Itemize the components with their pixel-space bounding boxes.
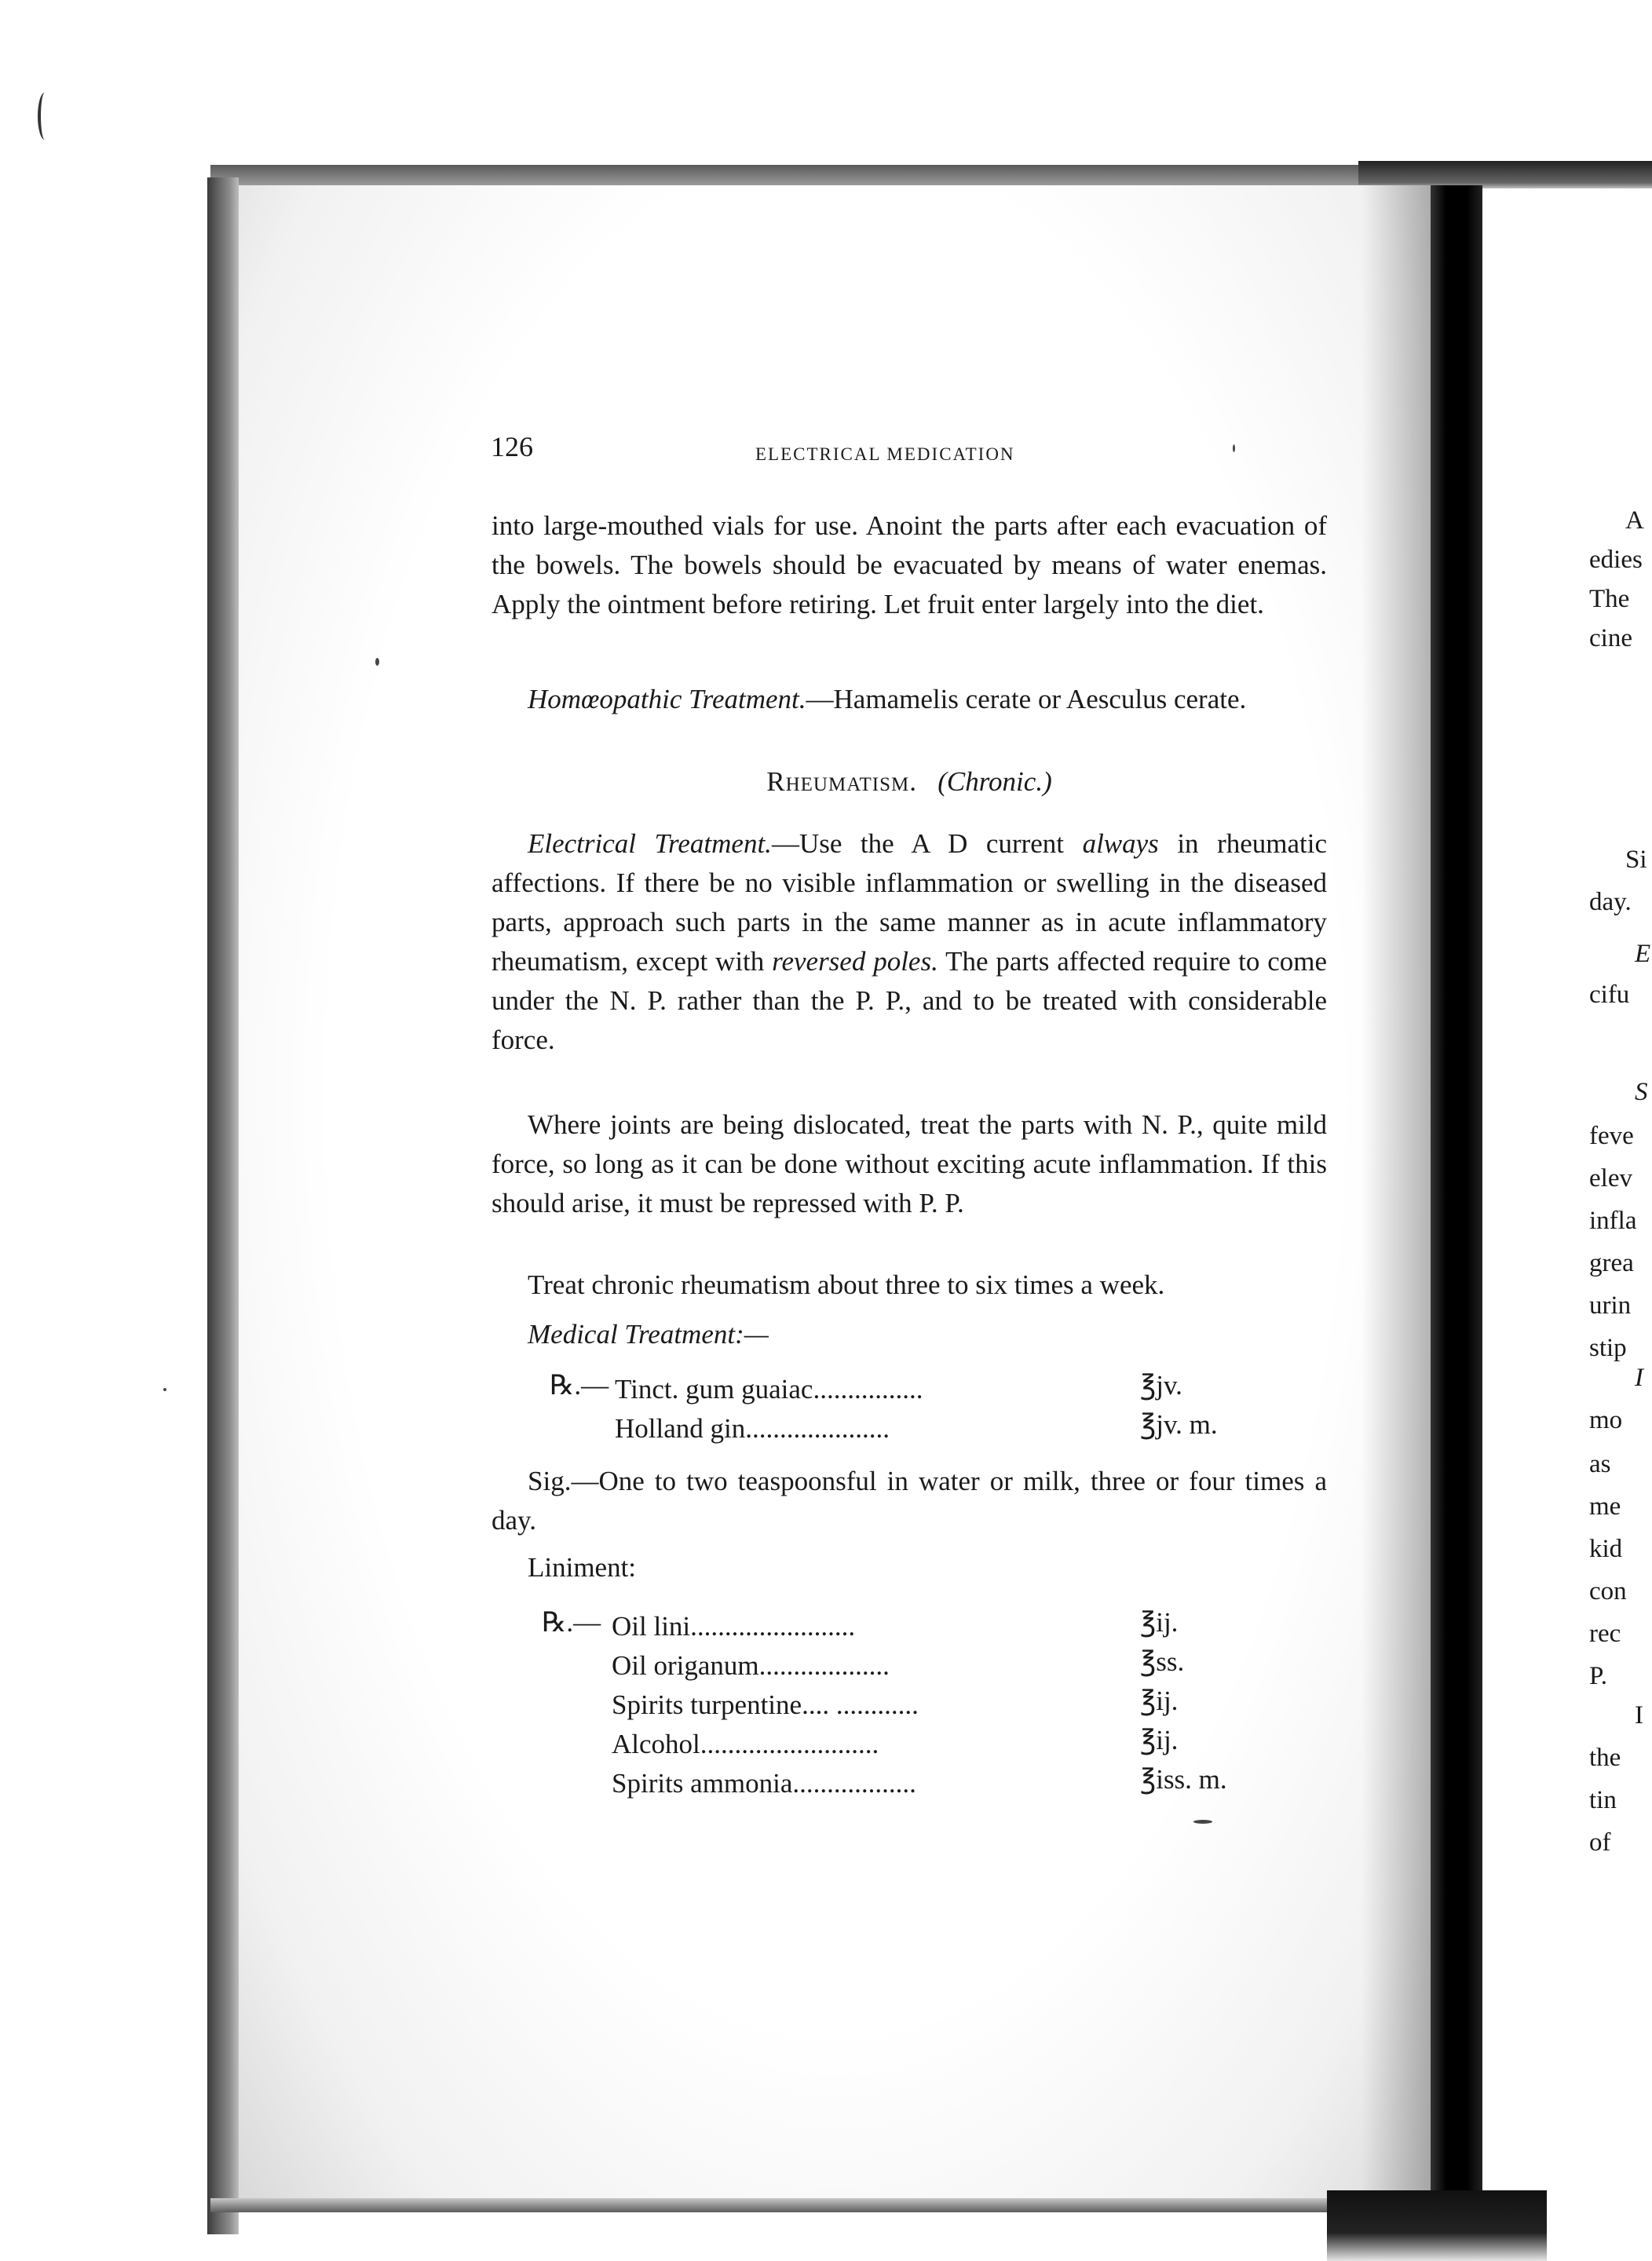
facing-fragment-1: A — [1625, 506, 1644, 535]
paragraph-1 — [492, 506, 1327, 624]
rx2-item-5: Spirits ammonia.................. — [612, 1768, 916, 1799]
heading-rheumatism: Rheumatism. — [766, 766, 917, 797]
rx2-item-4-dose: ℥ij. — [1140, 1725, 1179, 1755]
rx2-item-2-dose: ℥ss. — [1140, 1646, 1185, 1677]
paragraph-joints — [492, 1105, 1327, 1223]
homeopathic-label: Homœopathic Treatment. — [528, 684, 806, 714]
facing-fragment-25: the — [1589, 1744, 1621, 1772]
rx2-item-4: Alcohol.......................... — [612, 1729, 879, 1759]
paragraph-1-text: into large-mouthed vials for use. Anoint the parts after each evacuation of the bowels. The bowels should be evacuated by means of water enemas. Apply the ointment before retiring. Let fruit enter largely into the diet. — [492, 510, 1327, 619]
rx1-item-1-name: Tinct. gum guaiac — [615, 1374, 813, 1404]
rx2-item-1: Oil lini........................ — [612, 1611, 856, 1642]
book-left-edge — [207, 177, 239, 2234]
facing-fragment-26: tin — [1589, 1786, 1617, 1814]
facing-fragment-16: I — [1635, 1364, 1643, 1392]
scan-speck — [1233, 444, 1235, 452]
facing-fragment-7: E — [1635, 940, 1651, 968]
heading-chronic: (Chronic.) — [937, 766, 1052, 797]
rx-symbol-2: ℞.— — [542, 1607, 601, 1638]
medical-treatment-label: Medical Treatment:— — [528, 1319, 769, 1350]
book-gutter — [1431, 185, 1482, 2226]
page-number: 126 — [491, 431, 533, 462]
rx2-item-2: Oil origanum................... — [612, 1650, 890, 1681]
paragraph-sig — [492, 1462, 1327, 1540]
facing-fragment-5: Si — [1625, 846, 1647, 874]
rx2-item-5-name: Spirits ammonia — [612, 1768, 793, 1799]
rx2-item-1-dose: ℥ij. — [1140, 1607, 1179, 1638]
rx2-item-3: Spirits turpentine.... ............ — [612, 1689, 919, 1720]
emphasis-reversed-poles: reversed poles. — [772, 946, 938, 977]
facing-fragment-14: urin — [1589, 1291, 1632, 1320]
facing-fragment-22: rec — [1589, 1620, 1621, 1648]
facing-fragment-9: S — [1635, 1078, 1648, 1106]
facing-fragment-23: P. — [1589, 1662, 1607, 1690]
facing-fragment-3: The — [1589, 585, 1630, 613]
facing-fragment-12: infla — [1589, 1207, 1637, 1235]
facing-fragment-21: con — [1589, 1577, 1627, 1605]
sig-text: Sig.—One to two teaspoonsful in water or milk, three or four times a day. — [492, 1466, 1327, 1536]
facing-fragment-11: elev — [1589, 1164, 1632, 1193]
facing-fragment-19: me — [1589, 1492, 1621, 1521]
rx1-item-2: Holland gin..................... — [615, 1413, 890, 1444]
electrical-text-c: The parts affected require to come under the N. P. rather than the P. P., and to be treated with considerable force. — [492, 946, 1327, 1055]
paragraph-frequency — [492, 1266, 1327, 1305]
rx1-item-2-name: Holland gin — [615, 1413, 746, 1444]
running-head: ELECTRICAL MEDICATION — [755, 444, 1015, 464]
rx2-item-4-name: Alcohol — [612, 1729, 700, 1759]
facing-fragment-10: feve — [1589, 1122, 1634, 1150]
facing-fragment-4: cine — [1589, 624, 1632, 652]
rx-symbol-1: ℞.— — [550, 1370, 609, 1401]
emphasis-always: always — [1082, 828, 1159, 859]
rx2-item-2-name: Oil origanum — [612, 1650, 759, 1681]
scan-edge-mark — [38, 93, 52, 140]
liniment-label: Liniment: — [528, 1552, 637, 1583]
facing-fragment-13: grea — [1589, 1249, 1634, 1277]
facing-fragment-20: kid — [1589, 1535, 1623, 1563]
scan-speck — [1193, 1820, 1212, 1824]
facing-fragment-18: as — [1589, 1450, 1611, 1478]
facing-fragment-2: edies — [1589, 546, 1643, 574]
rx2-item-3-name: Spirits turpentine — [612, 1689, 802, 1720]
book-top-edge — [210, 165, 1459, 185]
electrical-label: Electrical Treatment. — [528, 828, 772, 859]
book-bottom-edge — [210, 2198, 1498, 2212]
rx1-item-1-dose: ℥jv. — [1140, 1370, 1182, 1401]
paragraph-joints-text: Where joints are being dislocated, treat the parts with N. P., quite mild force, so long as it can be done without exciting acute inflammation. If this should arise, it must be repressed with P. P. — [492, 1109, 1327, 1218]
facing-fragment-8: cifu — [1589, 981, 1630, 1009]
facing-fragment-27: of — [1589, 1828, 1611, 1857]
medical-treatment — [492, 1315, 1327, 1354]
rx2-item-3-dose: ℥ij. — [1140, 1686, 1179, 1716]
electrical-text-b: in rheumatic affections. If there be no visible inflammation or swelling in the diseased parts, approach such parts in the same manner as in acute inflammatory rheumatism, except with — [492, 828, 1328, 977]
gutter-shadow — [1327, 2190, 1547, 2261]
rx1-item-1: Tinct. gum guaiac................ — [615, 1374, 923, 1404]
facing-fragment-24: I — [1635, 1701, 1643, 1730]
rx1-item-2-dose: ℥jv. m. — [1140, 1409, 1218, 1440]
paragraph-frequency-text: Treat chronic rheumatism about three to six times a week. — [528, 1269, 1165, 1300]
rx2-item-5-dose: ℥iss. m. — [1140, 1764, 1227, 1795]
facing-fragment-17: mo — [1589, 1406, 1623, 1434]
homeopathic-text: —Hamamelis cerate or Aesculus cerate. — [806, 684, 1247, 714]
facing-fragment-6: day. — [1589, 888, 1632, 916]
scan-speck — [163, 1388, 166, 1391]
liniment — [492, 1548, 1327, 1587]
paragraph-electrical — [492, 824, 1327, 1060]
section-heading — [492, 766, 1327, 798]
paragraph-homeopathic — [492, 680, 1327, 719]
rx2-item-1-name: Oil lini — [612, 1611, 691, 1642]
electrical-text-a: —Use the A D current — [771, 828, 1083, 859]
scan-speck — [375, 658, 379, 666]
facing-fragment-15: stip — [1589, 1334, 1627, 1362]
